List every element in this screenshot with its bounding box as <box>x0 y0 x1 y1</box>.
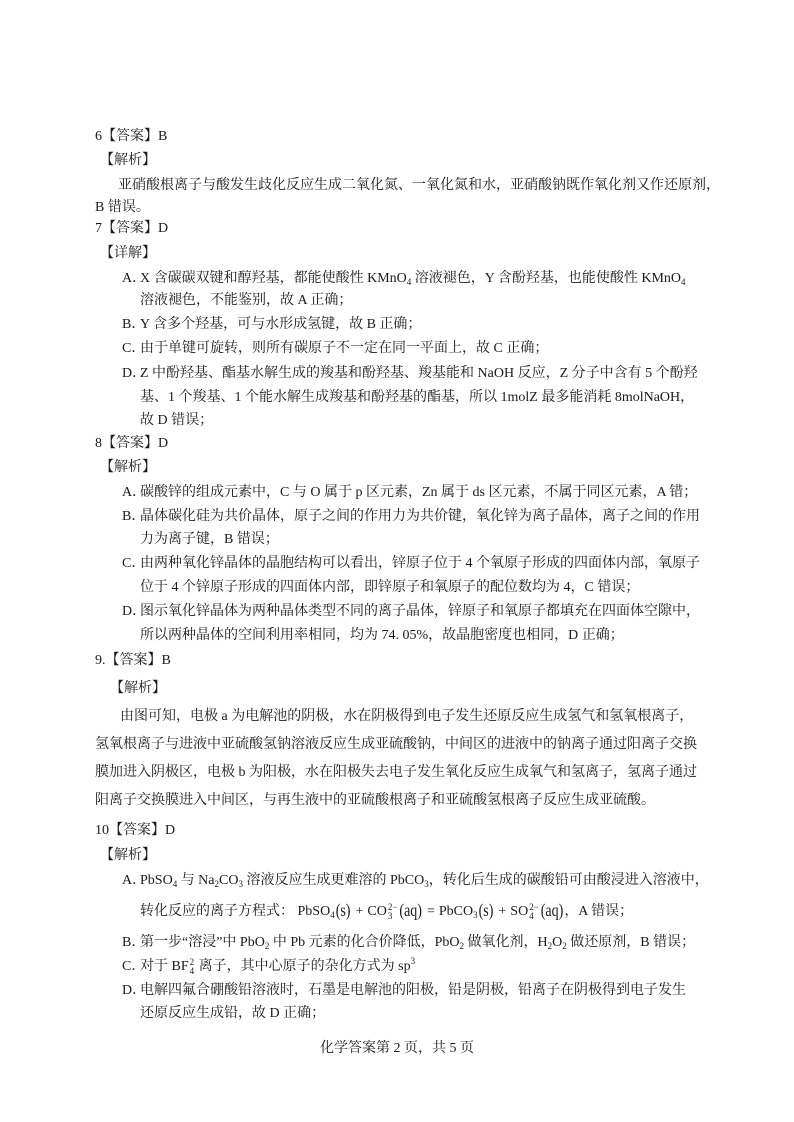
q8-option-d-cont: 所以两种晶体的空间利用率相同，均为 74. 05%，故晶胞密度也相同，D 正确； <box>140 628 624 643</box>
formula-so4 <box>510 904 539 919</box>
option-label: B． <box>122 935 146 950</box>
subscript: 2 <box>264 941 270 951</box>
equation-suffix: ，A 错误； <box>564 904 634 920</box>
equals-sign: = <box>426 904 435 920</box>
subscript: 2 <box>562 941 567 951</box>
subscript: 2 <box>214 879 220 889</box>
q7-heading: 【详解】 <box>100 246 156 261</box>
q8-option-c-cont: 位于 4 个锌原子形成的四面体内部，即锌原子和氧原子的配位数均为 4，C 错误； <box>140 580 640 595</box>
subscript: 4 <box>681 277 686 287</box>
option-label: D． <box>122 366 147 381</box>
option-text: 图示氧化锌晶体为两种晶体类型不同的离子晶体，锌原子和氧原子都填充在四面体空隙中， <box>140 604 700 619</box>
state-solid: (s) <box>478 901 494 922</box>
option-label: D． <box>122 983 147 998</box>
q9-heading: 【解析】 <box>110 681 166 696</box>
page-footer: 化学答案第 2 页，共 5 页 <box>320 1041 474 1056</box>
q6-body-line: B 错误。 <box>95 200 150 215</box>
option-label: A． <box>122 485 147 500</box>
sub-sup-stack <box>529 903 539 921</box>
formula-text: SO <box>510 904 529 920</box>
option-text: 第一步“溶浸”中 PbO <box>140 935 265 950</box>
subscript: 3 <box>387 911 393 921</box>
formula-co3 <box>367 904 398 919</box>
option-label: A． <box>122 271 147 286</box>
q8-heading: 【解析】 <box>100 460 156 475</box>
option-label: B． <box>122 317 146 332</box>
option-text: 溶液褪色，Y 含酚羟基，也能使酸性 KMnO <box>411 271 682 286</box>
q10-option-b <box>122 934 695 952</box>
subscript: 4 <box>189 966 195 976</box>
option-label: C． <box>122 959 146 975</box>
superscript: 2 <box>189 957 195 967</box>
subscript: 3 <box>238 879 243 889</box>
q8-option-c <box>122 555 700 573</box>
option-text: 由于单键可旋转，则所有碳原子不一定在同一平面上，故 C 正确； <box>140 341 549 356</box>
subscript: 4 <box>529 911 534 921</box>
q10-answer: 10【答案】D <box>95 823 176 838</box>
option-text: PbSO <box>140 873 173 888</box>
q8-option-b-cont: 力为离子键，B 错误； <box>140 532 279 547</box>
q9-body-line: 由图可知，电极 a 为电解池的阴极，水在阴极得到电子发生还原反应生成氢气和氢氧根离子， <box>120 709 694 724</box>
subscript: 4 <box>172 879 178 889</box>
option-text: ，转化后生成的碳酸铅可由酸浸进入溶液中， <box>428 873 709 888</box>
q10-option-d <box>122 982 686 1000</box>
option-text: 晶体碳化硅为共价晶体，原子之间的作用力为共价键，氧化锌为离子晶体，离子之间的作用 <box>140 509 700 524</box>
option-text: Z 中酚羟基、酯基水解生成的羧基和酚羟基、羧基能和 NaOH 反应，Z 分子中含有 5 个酚羟 <box>140 366 698 381</box>
option-text: CO <box>219 873 239 888</box>
q8-answer: 8【答案】D <box>95 436 169 451</box>
superscript: 2− <box>529 902 539 912</box>
q8-option-a <box>122 484 697 502</box>
q10-ionic-equation <box>140 903 633 921</box>
sub-sup-stack <box>190 958 195 976</box>
q7-option-c <box>122 340 548 358</box>
q6-answer: 6【答案】B <box>95 129 168 144</box>
subscript: 3 <box>424 879 429 889</box>
option-label: D． <box>122 604 147 619</box>
q9-answer: 9.【答案】B <box>95 653 171 668</box>
formula-text: PbSO <box>297 904 331 920</box>
formula-pbco3 <box>439 904 478 919</box>
q8-option-d <box>122 603 700 621</box>
option-text: 对于 BF <box>140 959 189 975</box>
subscript: 2 <box>547 941 553 951</box>
q10-option-d-cont: 还原反应生成铅，故 D 正确； <box>140 1006 326 1021</box>
q9-body-line: 膜加进入阴极区，电极 b 为阳极，水在阳极失去电子发生氧化反应生成氧气和氢离子，氢离子通过 <box>95 765 697 780</box>
subscript: 4 <box>406 277 412 287</box>
option-text: X 含碳碳双键和醇羟基，都能使酸性 KMnO <box>140 271 407 286</box>
option-text: 电解四氟合硼酸铅溶液时，石墨是电解池的阳极，铅是阴极，铅离子在阴极得到电子发生 <box>140 983 686 998</box>
subscript: 4 <box>330 910 335 921</box>
superscript: 2− <box>387 902 398 912</box>
option-text: 离子，其中心原子的杂化方式为 sp <box>195 959 411 975</box>
sub-sup-stack <box>388 903 398 921</box>
q10-option-a <box>122 872 709 890</box>
equation-prefix: 转化反应的离子方程式： <box>140 904 294 920</box>
subscript: 2 <box>459 941 465 951</box>
q9-body-line: 阳离子交换膜进入中间区，与再生液中的亚硫酸根离子和亚硫酸氢根离子反应生成亚硫酸。 <box>95 793 655 808</box>
q6-heading: 【解析】 <box>100 153 156 168</box>
q7-option-d <box>122 365 698 383</box>
q7-option-a <box>122 270 686 288</box>
subscript: 3 <box>473 910 478 921</box>
state-aqueous: (aq) <box>540 901 564 922</box>
option-label: C． <box>122 556 146 571</box>
option-text: 碳酸锌的组成元素中，C 与 O 属于 p 区元素，Zn 属于 ds 区元素，不属于同区元素，A 错； <box>140 485 698 500</box>
state-aqueous: (aq) <box>399 901 422 922</box>
state-solid: (s) <box>335 901 351 922</box>
option-label: C． <box>122 341 146 356</box>
option-text: O <box>552 935 563 950</box>
option-label: A． <box>122 873 147 888</box>
q7-option-d-cont: 基、1 个羧基、1 个能水解生成羧基和酚羟基的酯基，所以 1molZ 最多能消耗 8molNaOH， <box>140 390 695 405</box>
option-text: 做还原剂，B 错误； <box>566 935 696 950</box>
formula-text: PbCO <box>438 904 474 920</box>
option-text: 做氧化剂，H <box>464 935 548 950</box>
formula-pbso4 <box>298 904 335 919</box>
option-text: 与 Na <box>177 873 215 888</box>
q8-option-b <box>122 508 700 526</box>
plus-sign: + <box>355 904 364 920</box>
option-text: 溶液反应生成更难溶的 PbCO <box>242 873 425 888</box>
q7-option-d-cont: 故 D 错误； <box>140 413 214 428</box>
q9-body-line: 氢氧根离子与进液中亚硫酸氢钠溶液反应生成亚硫酸钠，中间区的进液中的钠离子通过阳离子交换 <box>95 737 697 752</box>
option-label: B． <box>122 509 146 524</box>
superscript: 3 <box>410 956 416 967</box>
q6-body-line: 亚硝酸根离子与酸发生歧化反应生成二氧化氮、一氧化氮和水，亚硝酸钠既作氧化剂又作还原剂， <box>118 178 720 193</box>
option-text: Y 含多个羟基，可与水形成氢键，故 B 正确； <box>140 317 422 332</box>
formula-text: CO <box>367 904 387 920</box>
plus-sign: + <box>498 904 507 920</box>
option-text: 中 Pb 元素的化合价降低，PbO <box>269 935 460 950</box>
q7-answer: 7【答案】D <box>95 221 169 236</box>
q10-option-c <box>122 958 415 976</box>
option-text: 由两种氧化锌晶体的晶胞结构可以看出，锌原子位于 4 个氧原子形成的四面体内部，氧原子 <box>140 556 700 571</box>
q10-heading: 【解析】 <box>100 848 156 863</box>
q7-option-b <box>122 316 421 334</box>
q7-option-a-cont: 溶液褪色，不能鉴别，故 A 正确； <box>140 293 353 308</box>
